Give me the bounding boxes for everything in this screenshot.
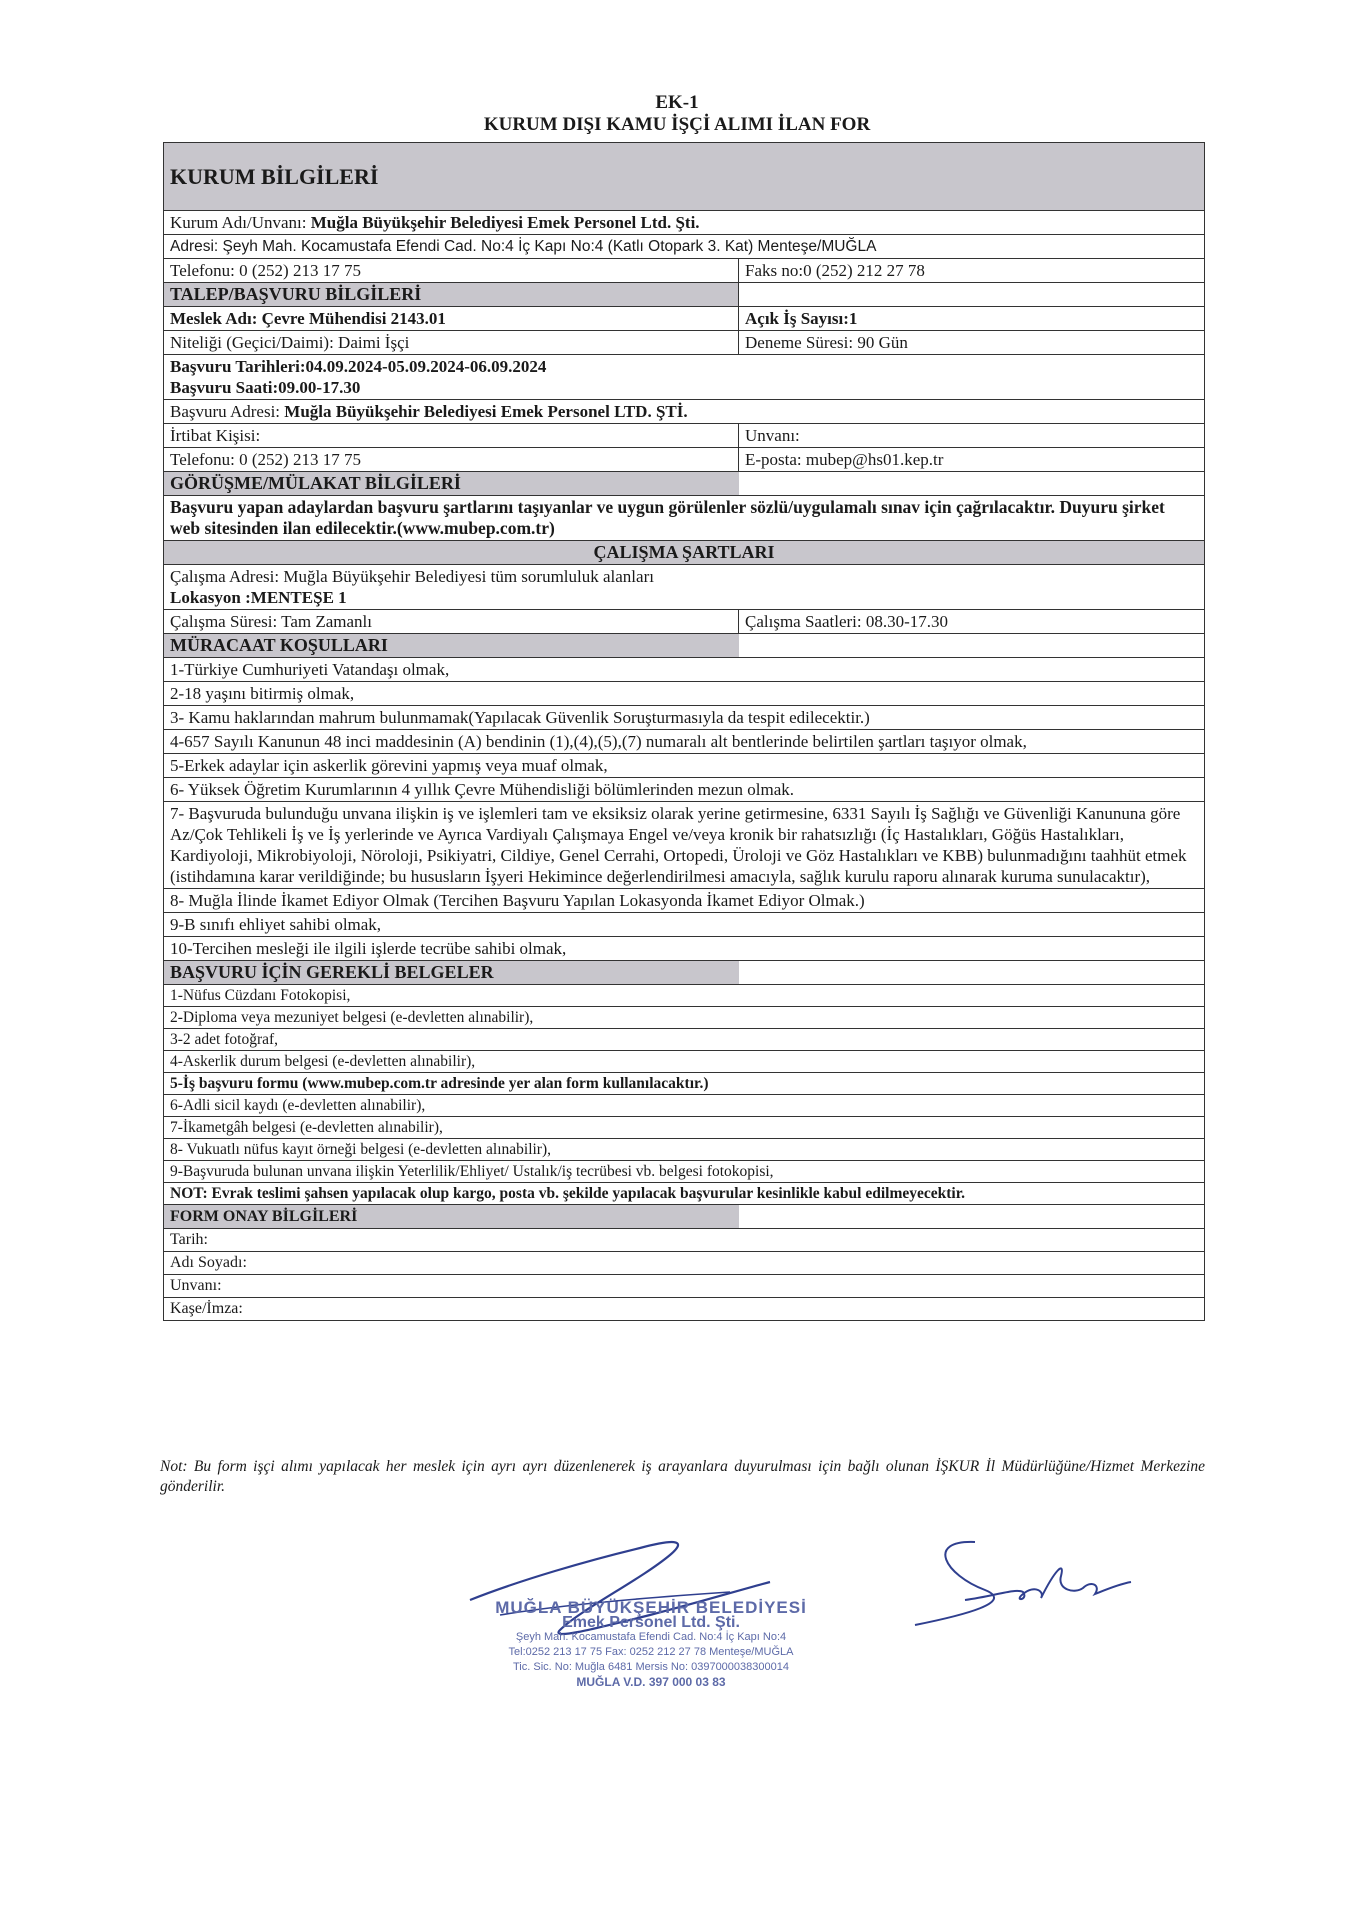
basvuru-adres-row: Başvuru Adresi: Muğla Büyükşehir Belediyesi Emek Personel LTD. ŞTİ. bbox=[164, 400, 1204, 424]
calisma-saatleri: Çalışma Saatleri: 08.30-17.30 bbox=[745, 612, 949, 631]
irtibat-kisisi: İrtibat Kişisi: bbox=[164, 424, 739, 447]
muracaat-item: 4-657 Sayılı Kanunun 48 inci maddesinin (A) bendinin (1),(4),(5),(7) numaralı alt bentlerinde belirtilen şartları taşıyor olmak, bbox=[164, 730, 1204, 754]
annex-label: EK-1 bbox=[655, 92, 699, 113]
belge-item: 9-Başvuruda bulunan unvana ilişkin Yeterlilik/Ehliyet/ Ustalık/iş tecrübesi vb. belgesi fotokopisi, bbox=[164, 1161, 1204, 1183]
onay-unvan-row: Unvanı: bbox=[164, 1275, 1204, 1298]
muracaat-item: 7- Başvuruda bulunduğu unvana ilişkin iş ve işlemleri tam ve eksiksiz olarak yerine getirmesine, 6331 Sayılı İş Sağlığı ve Güvenliği Kanununa göre Az/Çok Tehlikeli İş ve İş yerlerinde ve Ayrıca Vardiyalı Çalışmaya Engel ve/veya kronik bir rahatsızlığı (İç Hastalıkları, Göğüs Hastalıkları, Kardiyoloji, Mikrobiyoloji, Nöroloji, Psikiyatri, Cildiye, Genel Cerrahi, Ortopedi, Üroloji ve Göz Hastalıkları ve KBB) bulunmadığını taahhüt etmek (istihdamına karar verildiğinde; bu hususların İşyeri Hekimince değerlendirilmesi amacıyla, sağlık kurulu raporu alınarak kuruma sunulacaktır), bbox=[164, 802, 1204, 889]
belge-item: 2-Diploma veya mezuniyet belgesi (e-devletten alınabilir), bbox=[164, 1007, 1204, 1029]
deneme-suresi: Deneme Süresi: 90 Gün bbox=[745, 333, 908, 352]
section-onay-header: FORM ONAY BİLGİLERİ bbox=[164, 1205, 1204, 1229]
belge-item: 8- Vukuatlı nüfus kayıt örneği belgesi (e-devletten alınabilir), bbox=[164, 1139, 1204, 1161]
nitelik-row bbox=[164, 331, 1204, 355]
irtibat-telefon: Telefonu: 0 (252) 213 17 75 bbox=[164, 448, 739, 471]
gorusme-text-row bbox=[164, 496, 1204, 541]
niteligi: Niteliği (Geçici/Daimi): Daimi İşçi bbox=[164, 331, 739, 354]
belge-item: 5-İş başvuru formu (www.mubep.com.tr adresinde yer alan form kullanılacaktır.) bbox=[164, 1073, 1204, 1095]
belge-item: 6-Adli sicil kaydı (e-devletten alınabilir), bbox=[164, 1095, 1204, 1117]
calisma-adres-row bbox=[164, 565, 1204, 610]
calisma-sure-row bbox=[164, 610, 1204, 634]
kurum-phone-row bbox=[164, 259, 1204, 283]
belge-item: 7-İkametgâh belgesi (e-devletten alınabilir), bbox=[164, 1117, 1204, 1139]
calisma-adresi: Çalışma Adresi: Muğla Büyükşehir Belediyesi tüm sorumluluk alanları bbox=[170, 567, 654, 586]
belge-note: NOT: Evrak teslimi şahsen yapılacak olup kargo, posta vb. şekilde yapılacak başvurular kesinlikle kabul edilmeyecektir. bbox=[164, 1183, 1204, 1205]
lokasyon: Lokasyon :MENTEŞE 1 bbox=[170, 588, 347, 607]
section-calisma-header: ÇALIŞMA ŞARTLARI bbox=[164, 541, 1204, 565]
document-header bbox=[0, 92, 1354, 136]
kurum-address-row bbox=[164, 235, 1204, 259]
kurum-fax: Faks no:0 (252) 212 27 78 bbox=[745, 261, 925, 280]
muracaat-item: 10-Tercihen mesleği ile ilgili işlerde tecrübe sahibi olmak, bbox=[164, 937, 1204, 961]
onay-kase-row: Kaşe/İmza: bbox=[164, 1298, 1204, 1321]
form-title: KURUM DIŞI KAMU İŞÇİ ALIMI İLAN FOR bbox=[483, 114, 871, 135]
meslek-adi: Meslek Adı: Çevre Mühendisi 2143.01 bbox=[164, 307, 739, 330]
section-kurum-header: KURUM BİLGİLERİ bbox=[164, 143, 1204, 211]
belge-item: 1-Nüfus Cüzdanı Fotokopisi, bbox=[164, 985, 1204, 1007]
calisma-suresi: Çalışma Süresi: Tam Zamanlı bbox=[164, 610, 739, 633]
muracaat-item: 1-Türkiye Cumhuriyeti Vatandaşı olmak, bbox=[164, 658, 1204, 682]
belge-item: 4-Askerlik durum belgesi (e-devletten alınabilir), bbox=[164, 1051, 1204, 1073]
kurum-name: Muğla Büyükşehir Belediyesi Emek Personel Ltd. Şti. bbox=[310, 213, 700, 232]
onay-adsoyad-row: Adı Soyadı: bbox=[164, 1252, 1204, 1275]
section-talep-header: TALEP/BAŞVURU BİLGİLERİ bbox=[164, 283, 1204, 307]
irtibat-eposta: E-posta: mubep@hs01.kep.tr bbox=[745, 450, 944, 469]
footer-note: Not: Bu form işçi alımı yapılacak her meslek için ayrı ayrı düzenlenerek iş arayanlara duyurulması için bağlı olunan İŞKUR İl Müdürlüğüne/Hizmet Merkezine gönderilir. bbox=[160, 1458, 1205, 1495]
iletisim-row bbox=[164, 448, 1204, 472]
basvuru-saati: Başvuru Saati:09.00-17.30 bbox=[170, 378, 361, 397]
kurum-address: Adresi: Şeyh Mah. Kocamustafa Efendi Cad. No:4 İç Kapı No:4 (Katlı Otopark 3. Kat) Menteşe/MUĞLA bbox=[170, 238, 877, 255]
gorusme-text: Başvuru yapan adaylardan başvuru şartlarını taşıyanlar ve uygun görülenler sözlü/uygulamalı sınav için çağrılacaktır. Duyuru şirket web sitesinden ilan edilecektir.(www.mubep.com.tr) bbox=[170, 497, 1165, 538]
basvuru-tarih-row bbox=[164, 355, 1204, 400]
muracaat-item: 8- Muğla İlinde İkamet Ediyor Olmak (Tercihen Başvuru Yapılan Lokasyonda İkamet Ediyor Olmak.) bbox=[164, 889, 1204, 913]
muracaat-item: 5-Erkek adaylar için askerlik görevini yapmış veya muaf olmak, bbox=[164, 754, 1204, 778]
muracaat-item: 2-18 yaşını bitirmiş olmak, bbox=[164, 682, 1204, 706]
meslek-row bbox=[164, 307, 1204, 331]
muracaat-item: 9-B sınıfı ehliyet sahibi olmak, bbox=[164, 913, 1204, 937]
belge-item: 3-2 adet fotoğraf, bbox=[164, 1029, 1204, 1051]
irtibat-unvani: Unvanı: bbox=[745, 426, 800, 445]
kurum-name-row: Kurum Adı/Unvanı: Muğla Büyükşehir Belediyesi Emek Personel Ltd. Şti. bbox=[164, 211, 1204, 235]
muracaat-item: 6- Yüksek Öğretim Kurumlarının 4 yıllık Çevre Mühendisliği bölümlerinden mezun olmak. bbox=[164, 778, 1204, 802]
irtibat-row bbox=[164, 424, 1204, 448]
muracaat-item: 3- Kamu haklarından mahrum bulunmamak(Yapılacak Güvenlik Soruşturmasıyla da tespit edilecektir.) bbox=[164, 706, 1204, 730]
section-belgeler-header: BAŞVURU İÇİN GEREKLİ BELGELER bbox=[164, 961, 1204, 985]
job-announcement-form bbox=[163, 142, 1205, 1321]
company-stamp: MUĞLA BÜYÜKŞEHİR BELEDİYESİ Emek Personel Ltd. Şti. Şeyh Mah. Kocamustafa Efendi Cad. No:4 İç Kapı No:4 Tel:0252 213 17 75 Fax: 0252 212 27 78 Menteşe/MUĞLA Tic. Sic. No: Muğla 6481 Mersis No: 0397000038300014 MUĞLA V.D. 397 000 03 83 bbox=[495, 1598, 807, 1689]
handwritten-signature bbox=[905, 1530, 1145, 1640]
kurum-phone: Telefonu: 0 (252) 213 17 75 bbox=[164, 259, 739, 282]
section-gorusme-header: GÖRÜŞME/MÜLAKAT BİLGİLERİ bbox=[164, 472, 1204, 496]
acik-is-sayisi: Açık İş Sayısı:1 bbox=[745, 309, 858, 328]
onay-tarih-row: Tarih: bbox=[164, 1229, 1204, 1252]
section-muracaat-header: MÜRACAAT KOŞULLARI bbox=[164, 634, 1204, 658]
basvuru-tarihleri: Başvuru Tarihleri:04.09.2024-05.09.2024-06.09.2024 bbox=[170, 357, 547, 376]
basvuru-adresi: Muğla Büyükşehir Belediyesi Emek Personel LTD. ŞTİ. bbox=[284, 402, 688, 421]
